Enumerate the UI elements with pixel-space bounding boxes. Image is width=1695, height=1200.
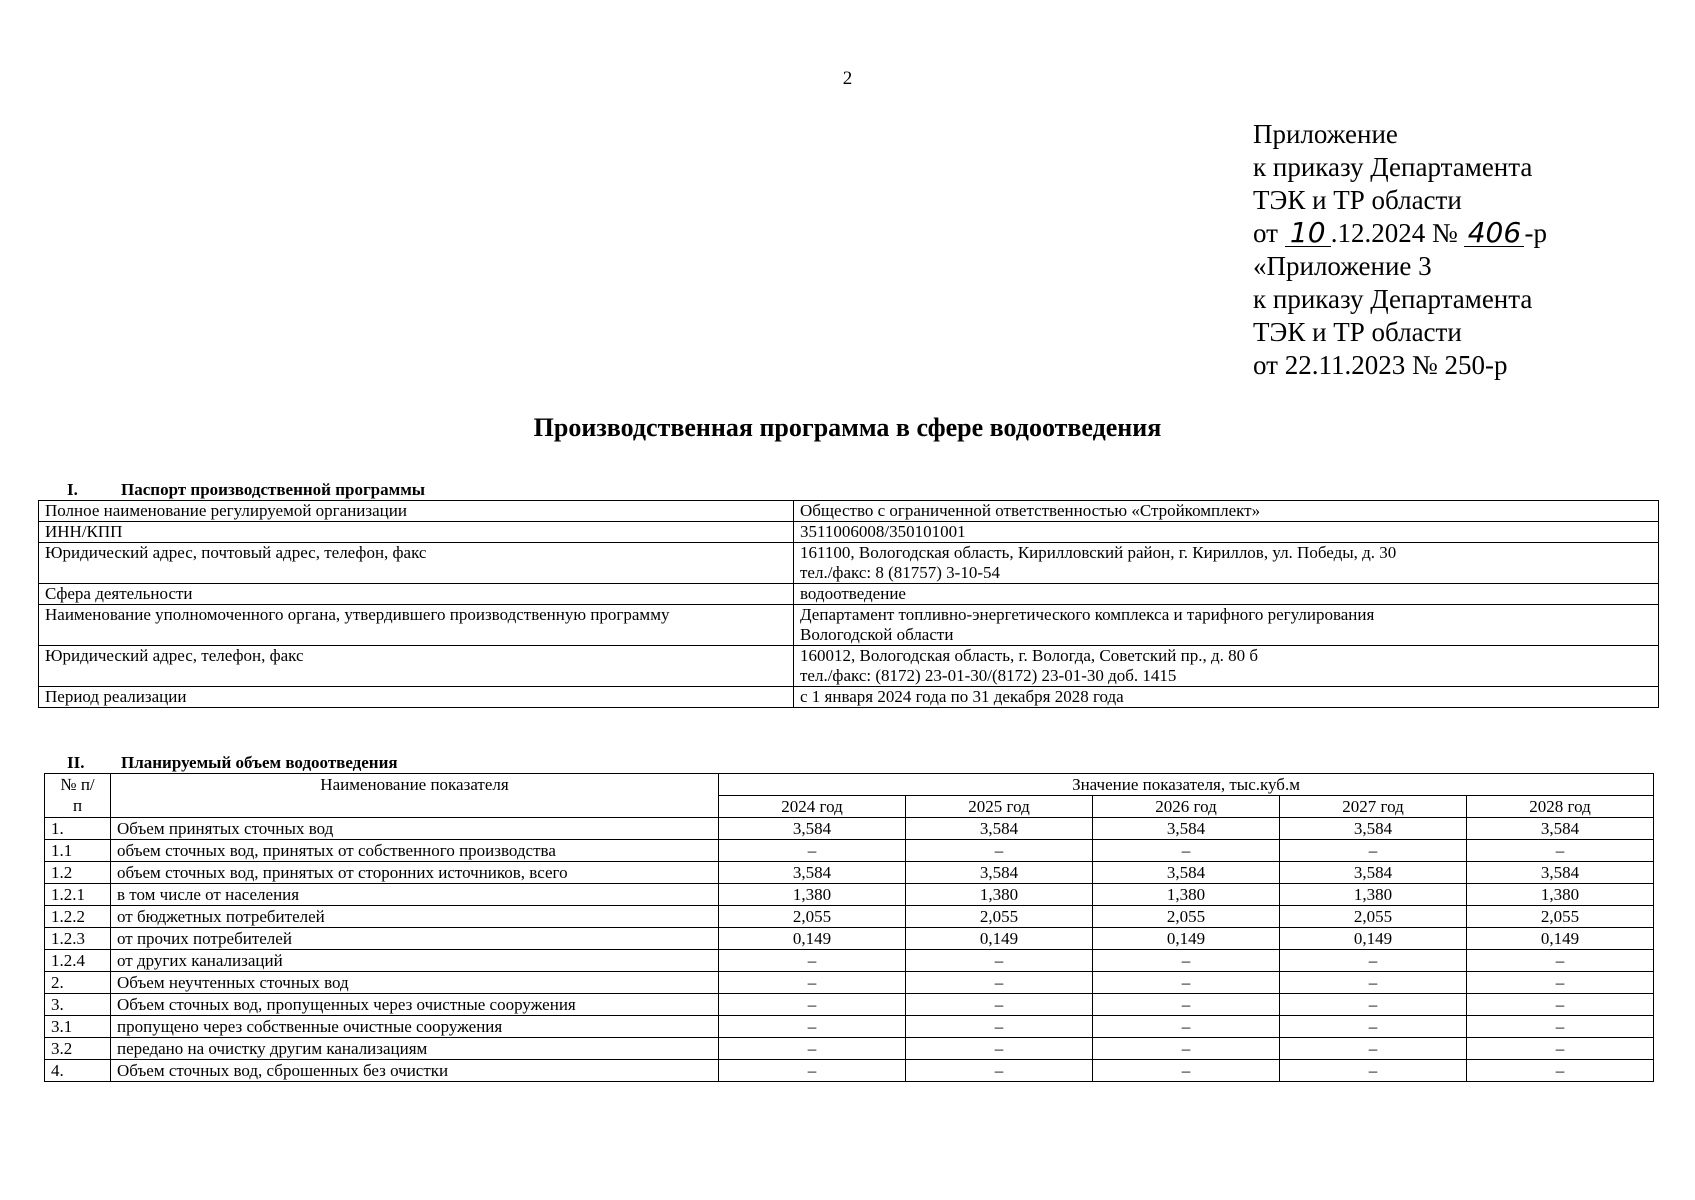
passport-value-line: Общество с ограниченной ответственностью «Стройкомплект» [800,501,1261,520]
passport-value-line: Вологодской области [800,625,954,644]
row-value: 0,149 [719,928,906,950]
passport-value-line: Департамент топливно-энергетического комплекса и тарифного регулирования [800,605,1375,624]
row-value: 3,584 [1467,862,1654,884]
section-title: Паспорт производственной программы [121,480,426,499]
row-indicator-name: Объем принятых сточных вод [111,818,719,840]
row-number: 1.1 [45,840,111,862]
row-value: – [1467,994,1654,1016]
row-number: 1.2.1 [45,884,111,906]
row-value: – [719,1038,906,1060]
page-number: 2 [842,68,853,89]
row-number: 4. [45,1060,111,1082]
passport-value-line: 3511006008/350101001 [800,522,966,541]
row-value: – [719,994,906,1016]
row-value: – [719,840,906,862]
date-prefix: от [1253,218,1278,248]
year-header: 2024 год [719,796,906,818]
passport-value-line: с 1 января 2024 года по 31 декабря 2028 года [800,687,1124,706]
passport-value [794,605,1659,646]
document-title: Производственная программа в сфере водоотведения [533,413,1162,442]
row-value: 3,584 [1093,862,1280,884]
row-number: 1.2.3 [45,928,111,950]
row-value: 2,055 [1093,906,1280,928]
passport-label: ИНН/КПП [39,522,794,543]
row-value: – [1467,840,1654,862]
row-value: 0,149 [1467,928,1654,950]
passport-row [39,646,1659,687]
year-header: 2025 год [906,796,1093,818]
row-indicator-name: от прочих потребителей [111,928,719,950]
row-number: 3.1 [45,1016,111,1038]
passport-value [794,646,1659,687]
passport-value-line: водоотведение [800,584,906,603]
appendix-order-line [1253,217,1547,250]
row-value: 2,055 [719,906,906,928]
passport-row [39,687,1659,708]
table-row [45,862,1654,884]
row-value: 0,149 [1280,928,1467,950]
row-number: 1. [45,818,111,840]
row-value: – [1280,1016,1467,1038]
table-row [45,950,1654,972]
row-value: – [906,972,1093,994]
row-number: 1.2.4 [45,950,111,972]
row-indicator-name: передано на очистку другим канализациям [111,1038,719,1060]
row-value: – [906,994,1093,1016]
row-value: 3,584 [719,818,906,840]
row-value: – [1467,1038,1654,1060]
table-row [45,884,1654,906]
appendix-line: ТЭК и ТР области [1253,317,1462,347]
row-value: – [719,1060,906,1082]
passport-label: Наименование уполномоченного органа, утвердившего производственную программу [39,605,794,646]
section-1-heading [67,480,425,500]
row-value: 1,380 [719,884,906,906]
passport-value-line: тел./факс: (8172) 23-01-30/(8172) 23-01-30 доб. 1415 [800,666,1177,685]
row-value: 2,055 [1467,906,1654,928]
section-2-heading [67,753,398,773]
row-indicator-name: от других канализаций [111,950,719,972]
table-row [45,928,1654,950]
appendix-line: ТЭК и ТР области [1253,185,1462,215]
row-value: 1,380 [906,884,1093,906]
row-value: 1,380 [1093,884,1280,906]
appendix-line: от 22.11.2023 № 250-р [1253,350,1508,380]
row-value: – [906,840,1093,862]
passport-row [39,543,1659,584]
row-value: – [1280,840,1467,862]
passport-label: Сфера деятельности [39,584,794,605]
row-number: 1.2 [45,862,111,884]
year-header: 2026 год [1093,796,1280,818]
row-value: – [1280,994,1467,1016]
appendix-line: «Приложение 3 [1253,251,1432,281]
row-value: – [1280,972,1467,994]
row-value: – [1280,1038,1467,1060]
row-value: 3,584 [906,818,1093,840]
section-number: II. [67,753,85,772]
appendix-line: к приказу Департамента [1253,152,1533,182]
row-value: – [1093,840,1280,862]
row-value: – [906,950,1093,972]
table-row [45,1016,1654,1038]
passport-value [794,584,1659,605]
section-number: I. [67,480,78,499]
row-number: 3.2 [45,1038,111,1060]
row-indicator-name: в том числе от населения [111,884,719,906]
handwritten-day: 10 [1285,220,1331,247]
table-row [45,1038,1654,1060]
passport-value [794,522,1659,543]
passport-value-line: 160012, Вологодская область, г. Вологда, Советский пр., д. 80 б [800,646,1259,665]
passport-label: Юридический адрес, почтовый адрес, телефон, факс [39,543,794,584]
order-suffix: -р [1524,218,1547,248]
column-header-number: № п/п [45,774,111,818]
year-header: 2028 год [1467,796,1654,818]
passport-label: Полное наименование регулируемой организации [39,501,794,522]
row-value: 3,584 [906,862,1093,884]
row-value: – [1093,950,1280,972]
passport-value [794,501,1659,522]
row-value: 1,380 [1467,884,1654,906]
row-value: – [1280,1060,1467,1082]
row-value: 1,380 [1280,884,1467,906]
row-indicator-name: Объем сточных вод, пропущенных через очистные сооружения [111,994,719,1016]
volume-table [44,773,1654,1082]
table-row [45,994,1654,1016]
row-indicator-name: Объем неучтенных сточных вод [111,972,719,994]
passport-value-line: тел./факс: 8 (81757) 3-10-54 [800,563,1000,582]
row-number: 2. [45,972,111,994]
passport-row [39,584,1659,605]
row-value: – [1280,950,1467,972]
passport-value-line: 161100, Вологодская область, Кирилловский район, г. Кириллов, ул. Победы, д. 30 [800,543,1397,562]
row-indicator-name: объем сточных вод, принятых от сторонних источников, всего [111,862,719,884]
row-indicator-name: Объем сточных вод, сброшенных без очистки [111,1060,719,1082]
row-number: 1.2.2 [45,906,111,928]
row-value: – [719,1016,906,1038]
row-value: – [906,1060,1093,1082]
section-title: Планируемый объем водоотведения [121,753,398,772]
date-rest: .12.2024 № [1330,218,1458,248]
row-value: – [719,950,906,972]
passport-label: Юридический адрес, телефон, факс [39,646,794,687]
row-value: – [1467,1060,1654,1082]
table-row [45,840,1654,862]
appendix-header [1253,118,1547,382]
row-value: 3,584 [1093,818,1280,840]
table-row [45,1060,1654,1082]
row-value: 3,584 [1280,862,1467,884]
column-header-name: Наименование показателя [111,774,719,818]
row-value: – [906,1016,1093,1038]
passport-row [39,522,1659,543]
table-row [45,972,1654,994]
passport-value [794,687,1659,708]
appendix-line: к приказу Департамента [1253,284,1533,314]
row-value: 3,584 [719,862,906,884]
row-value: – [1093,1060,1280,1082]
row-number: 3. [45,994,111,1016]
row-indicator-name: от бюджетных потребителей [111,906,719,928]
row-value: – [719,972,906,994]
passport-value [794,543,1659,584]
passport-row [39,501,1659,522]
table-row [45,818,1654,840]
row-value: – [1093,994,1280,1016]
row-value: – [1093,1016,1280,1038]
passport-table [38,500,1659,708]
passport-label: Период реализации [39,687,794,708]
row-value: 3,584 [1467,818,1654,840]
handwritten-order-number: 406 [1464,220,1524,247]
row-value: 2,055 [1280,906,1467,928]
row-value: – [1467,972,1654,994]
year-header: 2027 год [1280,796,1467,818]
row-value: 0,149 [906,928,1093,950]
table-row [45,906,1654,928]
appendix-line: Приложение [1253,119,1398,149]
row-value: – [1093,1038,1280,1060]
passport-row [39,605,1659,646]
row-value: 3,584 [1280,818,1467,840]
row-indicator-name: пропущено через собственные очистные сооружения [111,1016,719,1038]
row-value: 0,149 [1093,928,1280,950]
column-header-values: Значение показателя, тыс.куб.м [719,774,1654,796]
row-value: – [906,1038,1093,1060]
row-value: – [1093,972,1280,994]
row-indicator-name: объем сточных вод, принятых от собственного производства [111,840,719,862]
row-value: 2,055 [906,906,1093,928]
row-value: – [1467,1016,1654,1038]
row-value: – [1467,950,1654,972]
